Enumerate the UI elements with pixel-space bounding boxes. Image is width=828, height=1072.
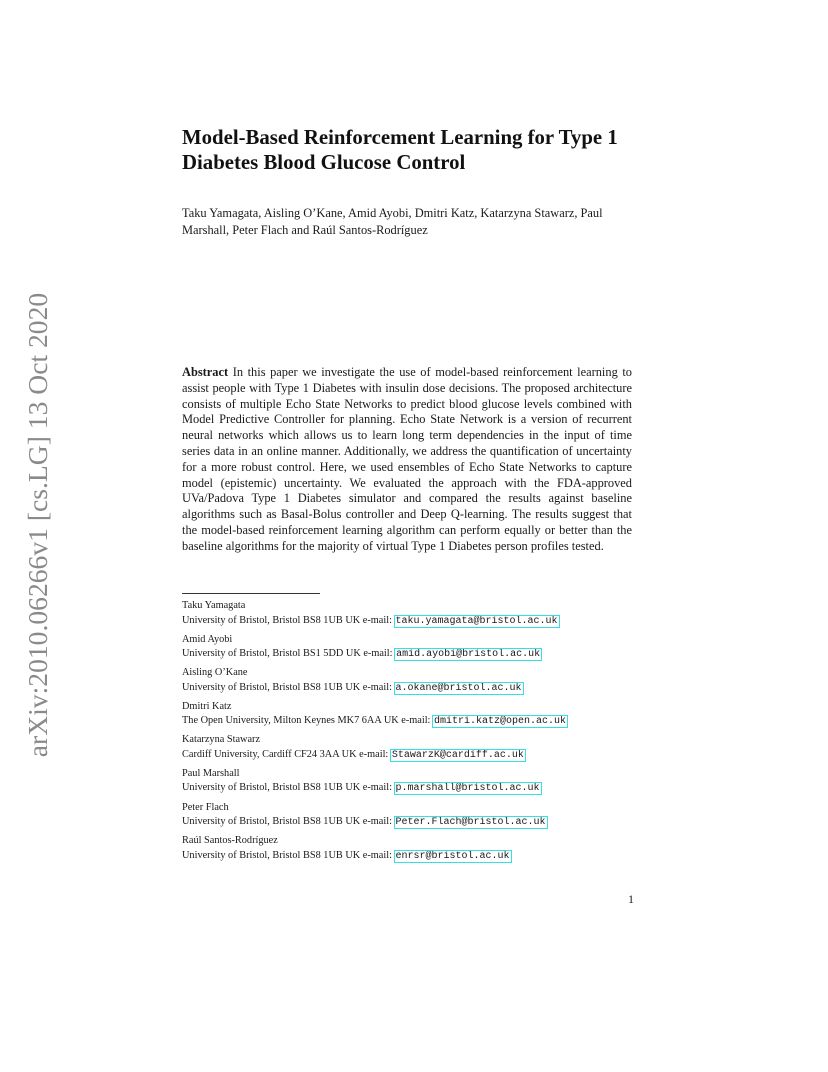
footnote-affiliation-line	[182, 748, 642, 764]
email-link[interactable]: a.okane@bristol.ac.uk	[395, 682, 522, 694]
footnote-affiliation-line	[182, 849, 642, 865]
page-number: 1	[628, 892, 634, 906]
footnote-affiliation: Cardiff University, Cardiff CF24 3AA UK e-mail:	[182, 748, 389, 760]
footnote-affiliation-line	[182, 647, 642, 663]
footnote-entry	[182, 767, 642, 801]
footnote-entry	[182, 733, 642, 767]
footnote-author-name: Dmitri Katz	[182, 700, 232, 712]
footnote-entry	[182, 633, 642, 667]
footnote-affiliation-line	[182, 681, 642, 697]
abstract-text: In this paper we investigate the use of model-based reinforcement learning to assist people with Type 1 Diabetes with insulin dose decisions. The proposed architecture consists of multiple Echo State Networks to predict blood glucose levels combined with Model Predictive Controller for planning. Echo State Network is a version of recurrent neural networks which allows us to learn long term dependencies in the input of time series data in an online manner. Additionally, we address the quantification of uncertainty for a more robust control. Here, we used ensembles of Echo State Networks to capture model (epistemic) uncertainty. We evaluated the approach with the FDA-approved UVa/Padova Type 1 Diabetes simulator and compared the results against baseline algorithms such as Basal-Bolus controller and Deep Q-learning. The results suggest that the model-based reinforcement learning algorithm can perform equally or better than the baseline algorithms for the majority of virtual Type 1 Diabetes person profiles tested.	[182, 365, 632, 553]
footnote-author-name: Amid Ayobi	[182, 633, 233, 645]
arxiv-identifier-text: arXiv:2010.06266v1 [cs.LG] 13 Oct 2020	[22, 292, 53, 758]
footnote-author-name: Aisling O’Kane	[182, 667, 248, 679]
footnote-affiliation: University of Bristol, Bristol BS8 1UB UK e-mail:	[182, 849, 392, 861]
footnote-affiliation-line	[182, 815, 642, 831]
email-link[interactable]: enrsr@bristol.ac.uk	[395, 850, 510, 862]
footnote-affiliation: University of Bristol, Bristol BS8 1UB UK e-mail:	[182, 782, 392, 794]
email-link[interactable]: amid.ayobi@bristol.ac.uk	[396, 649, 541, 661]
email-link[interactable]: StawarzK@cardiff.ac.uk	[391, 749, 524, 761]
email-link[interactable]: dmitri.katz@open.ac.uk	[434, 716, 567, 728]
footnote-author-name: Peter Flach	[182, 801, 229, 813]
footnote-affiliation-line	[182, 614, 642, 630]
author-list: Taku Yamagata, Aisling O’Kane, Amid Ayobi, Dmitri Katz, Katarzyna Stawarz, Paul Marshall, Peter Flach and Raúl Santos-Rodríguez	[182, 206, 603, 237]
footnote-affiliation-line	[182, 714, 642, 730]
email-link[interactable]: Peter.Flach@bristol.ac.uk	[395, 817, 546, 829]
email-link[interactable]: p.marshall@bristol.ac.uk	[395, 783, 540, 795]
footnote-entry	[182, 834, 642, 868]
footnote-affiliation: University of Bristol, Bristol BS8 1UB UK e-mail:	[182, 681, 392, 693]
footnote-affiliation: The Open University, Milton Keynes MK7 6AA UK e-mail:	[182, 715, 431, 727]
footnote-author-name: Paul Marshall	[182, 767, 240, 779]
footnote-affiliation-line	[182, 781, 642, 797]
abstract	[182, 365, 632, 555]
author-footnotes	[182, 599, 642, 868]
footnote-affiliation: University of Bristol, Bristol BS8 1UB UK e-mail:	[182, 816, 392, 828]
footnote-entry	[182, 801, 642, 835]
footnote-author-name: Raúl Santos-Rodríguez	[182, 835, 278, 847]
footnote-entry	[182, 599, 642, 633]
email-link[interactable]: taku.yamagata@bristol.ac.uk	[395, 615, 558, 627]
footnote-entry	[182, 700, 642, 734]
footnote-affiliation: University of Bristol, Bristol BS1 5DD UK e-mail:	[182, 648, 393, 660]
footnote-entry	[182, 666, 642, 700]
footnote-author-name: Taku Yamagata	[182, 600, 246, 611]
footnote-rule	[182, 593, 320, 594]
paper-title: Model-Based Reinforcement Learning for Type 1 Diabetes Blood Glucose Control	[182, 126, 618, 174]
abstract-label: Abstract	[182, 365, 229, 379]
footnote-author-name: Katarzyna Stawarz	[182, 734, 261, 746]
footnote-affiliation: University of Bristol, Bristol BS8 1UB UK e-mail:	[182, 614, 392, 626]
arxiv-identifier-stamp	[17, 288, 59, 762]
